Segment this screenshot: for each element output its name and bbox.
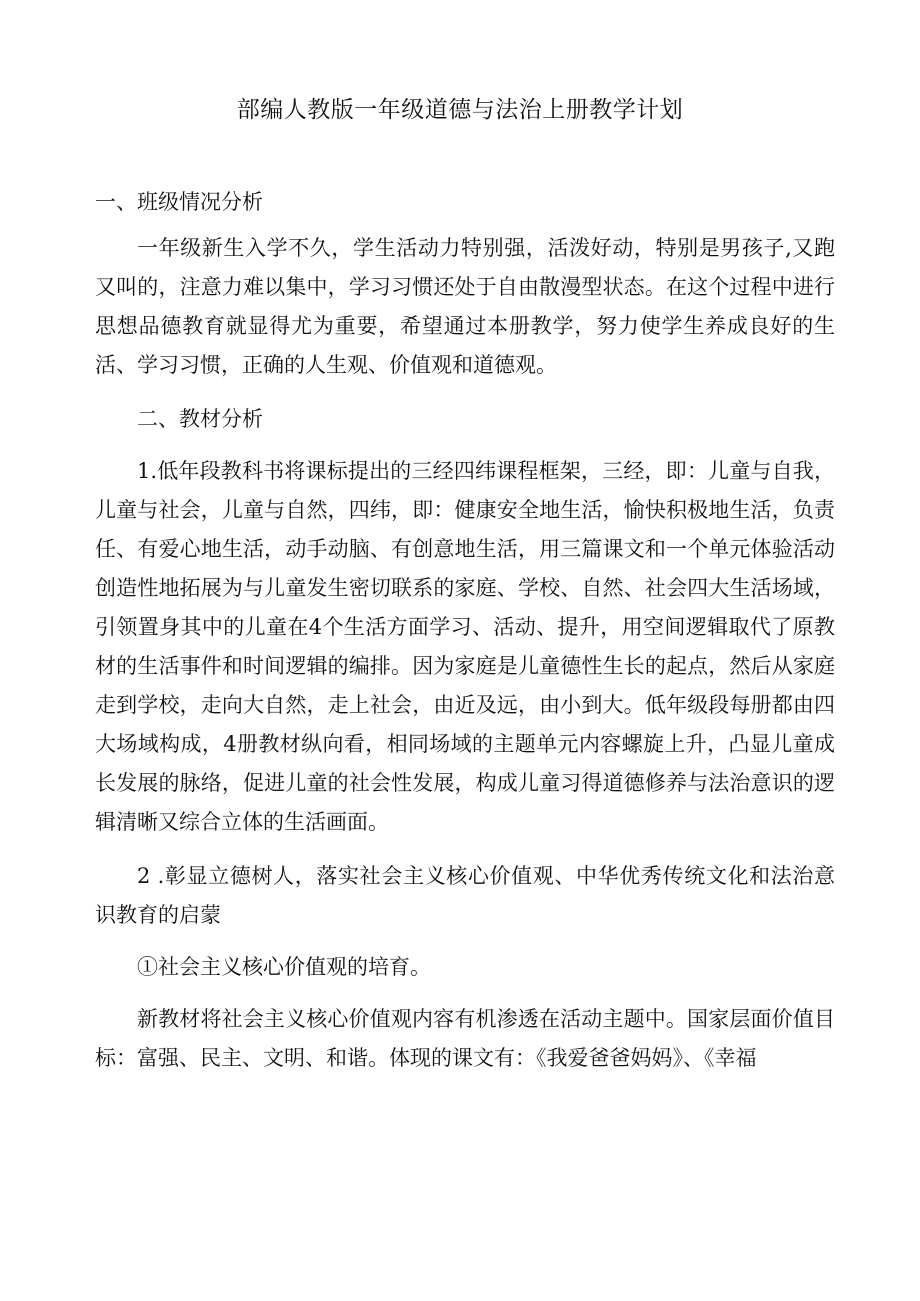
paragraph-class-analysis: 一年级新生入学不久，学生活动力特别强，活泼好动，特别是男孩子,又跑又叫的，注意力难以集中，学习习惯还处于自由散漫型状态。在这个过程中进行思想品德教育就显得尤为重要，希望通过本册教学，努力使学生养成良好的生活、学习习惯，正确的人生观、价值观和道德观。 xyxy=(95,236,835,377)
document-body xyxy=(95,183,835,1078)
section-heading-textbook-analysis: 二、教材分析 xyxy=(137,407,263,431)
paragraph-core-values: 新教材将社会主义核心价值观内容有机渗透在活动主题中。国家层面价值目标：富强、民主、文明、和谐。体现的课文有：《我爱爸爸妈妈》、《幸福 xyxy=(95,1007,835,1070)
section-heading-class-analysis: 一、班级情况分析 xyxy=(95,190,263,214)
sub-item-core-values: ①社会主义核心价值观的培育。 xyxy=(137,955,431,979)
paragraph-item-2: 2 .彰显立德树人，落实社会主义核心价值观、中华优秀传统文化和法治意识教育的启蒙 xyxy=(95,864,835,927)
document-title: 部编人教版一年级道德与法治上册教学计划 xyxy=(236,97,684,123)
paragraph-item-1: 1.低年段教科书将课标提出的三经四纬课程框架，三经，即：儿童与自我，儿童与社会，儿童与自然，四纬，即：健康安全地生活，愉快积极地生活，负责任、有爱心地生活，动手动脑、有创意地生活，用三篇课文和一个单元体验活动创造性地拓展为与儿童发生密切联系的家庭、学校、自然、社会四大生活场域，引领置身其中的儿童在4个生活方面学习、活动、提升，用空间逻辑取代了原教材的生活事件和时间逻辑的编排。因为家庭是儿童德性生长的起点，然后从家庭走到学校，走向大自然，走上社会，由近及远，由小到大。低年级段每册都由四大场域构成，4册教材纵向看，相同场域的主题单元内容螺旋上升，凸显儿童成长发展的脉络，促进儿童的社会性发展，构成儿童习得道德修养与法治意识的逻辑清晰又综合立体的生活画面。 xyxy=(95,459,835,834)
